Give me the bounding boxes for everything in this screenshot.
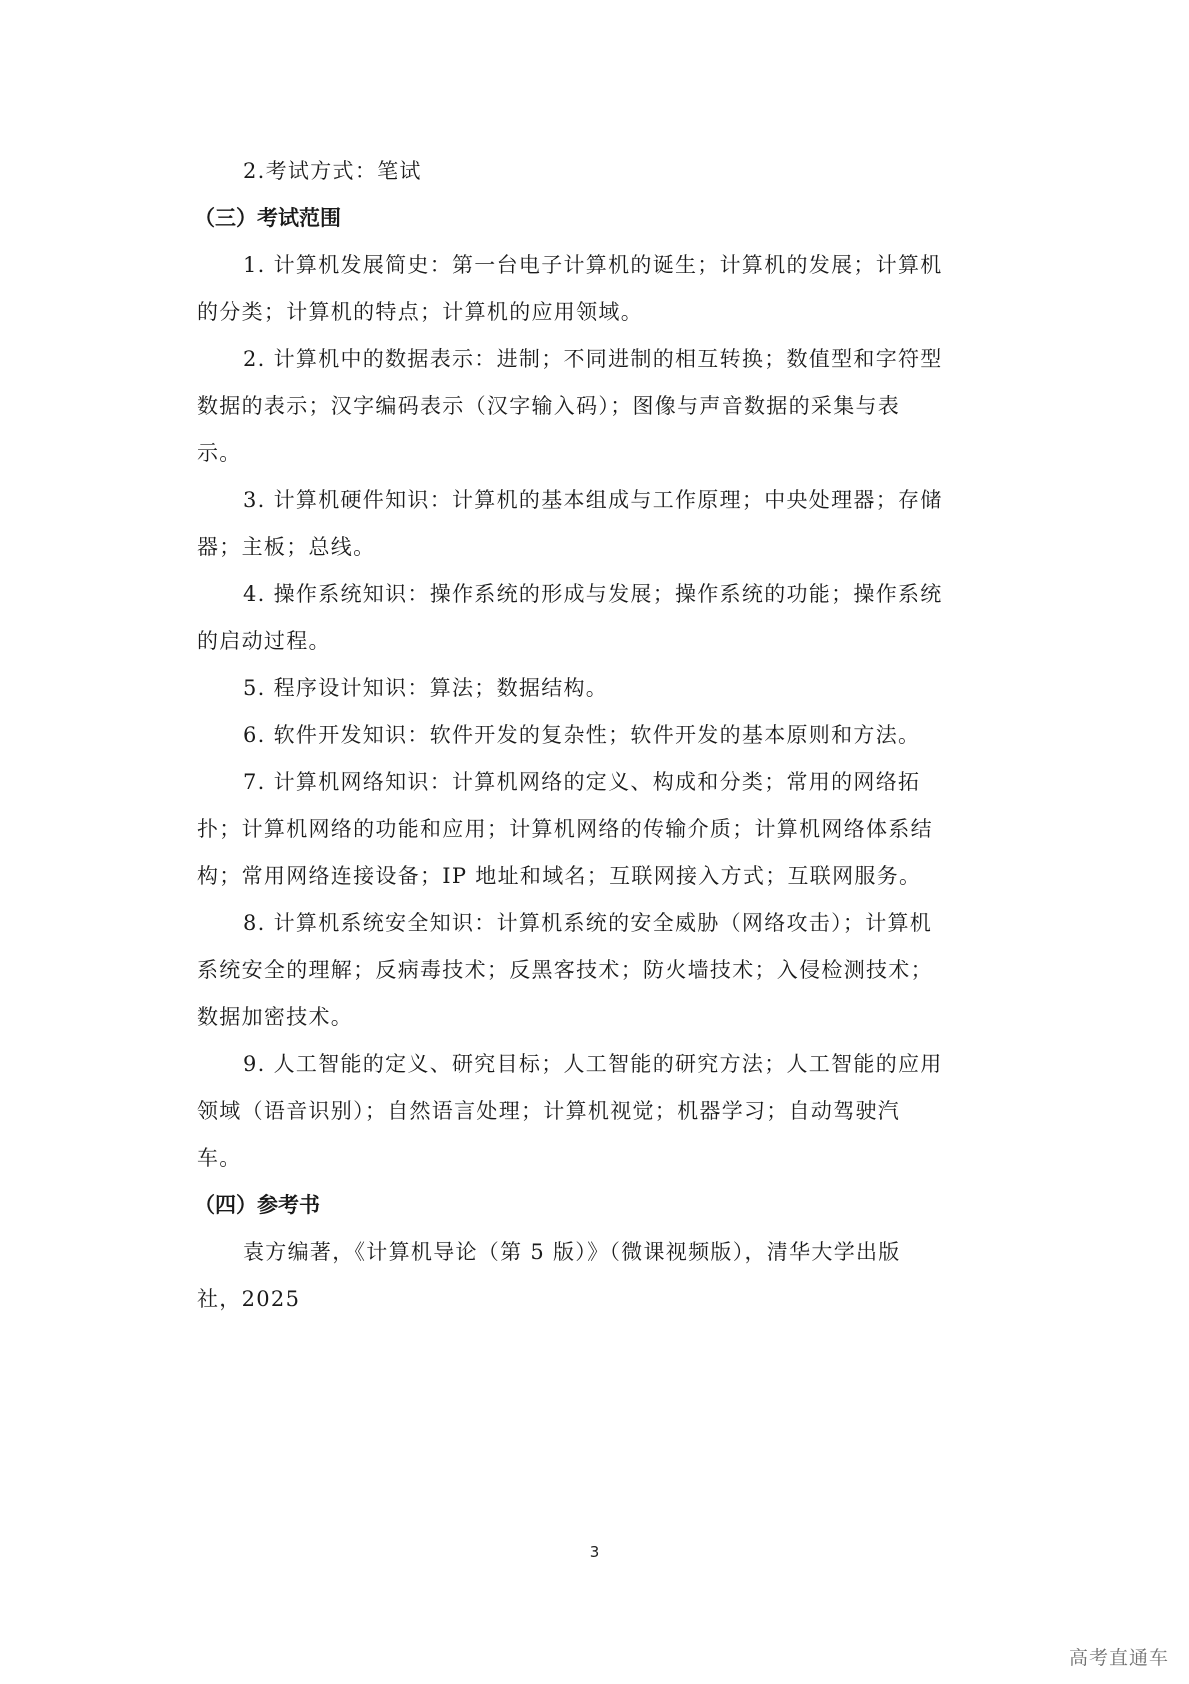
section-heading-references: （四）参考书 xyxy=(194,1193,320,1217)
item-6-line: 6. 软件开发知识：软件开发的复杂性；软件开发的基本原则和方法。 xyxy=(243,723,921,747)
reference-line-2: 社，2025 xyxy=(197,1287,301,1311)
item-3-line-2: 器；主板；总线。 xyxy=(197,535,376,559)
item-8-line-3: 数据加密技术。 xyxy=(197,1005,354,1029)
watermark-text: 高考直通车 xyxy=(1068,1647,1169,1669)
item-9-line-3: 车。 xyxy=(197,1146,242,1170)
item-7-line-1: 7. 计算机网络知识：计算机网络的定义、构成和分类；常用的网络拓 xyxy=(243,770,921,794)
item-2-line-3: 示。 xyxy=(197,441,242,465)
item-1-line-1: 1. 计算机发展简史：第一台电子计算机的诞生；计算机的发展；计算机 xyxy=(243,253,943,277)
item-8-line-2: 系统安全的理解；反病毒技术；反黑客技术；防火墙技术；入侵检测技术； xyxy=(197,958,933,982)
item-3-line-1: 3. 计算机硬件知识：计算机的基本组成与工作原理；中央处理器；存储 xyxy=(243,488,943,512)
item-5-line: 5. 程序设计知识：算法；数据结构。 xyxy=(243,676,609,700)
exam-method-line: 2.考试方式：笔试 xyxy=(243,159,422,183)
item-4-line-2: 的启动过程。 xyxy=(197,629,331,653)
item-4-line-1: 4. 操作系统知识：操作系统的形成与发展；操作系统的功能；操作系统 xyxy=(243,582,943,606)
item-9-line-2: 领域（语音识别）；自然语言处理；计算机视觉；机器学习；自动驾驶汽 xyxy=(197,1099,901,1123)
page-number: 3 xyxy=(589,1543,600,1561)
item-7-line-2: 扑；计算机网络的功能和应用；计算机网络的传输介质；计算机网络体系结 xyxy=(197,817,933,841)
item-2-line-2: 数据的表示；汉字编码表示（汉字输入码）；图像与声音数据的采集与表 xyxy=(197,394,901,418)
item-8-line-1: 8. 计算机系统安全知识：计算机系统的安全威胁（网络攻击）；计算机 xyxy=(243,911,933,935)
item-9-line-1: 9. 人工智能的定义、研究目标；人工智能的研究方法；人工智能的应用 xyxy=(243,1052,943,1076)
item-1-line-2: 的分类；计算机的特点；计算机的应用领域。 xyxy=(197,300,643,324)
section-heading-scope: （三）考试范围 xyxy=(194,206,341,230)
item-7-line-3: 构；常用网络连接设备；IP 地址和域名；互联网接入方式；互联网服务。 xyxy=(197,864,922,888)
document-body xyxy=(194,148,1005,1323)
item-2-line-1: 2. 计算机中的数据表示：进制；不同进制的相互转换；数值型和字符型 xyxy=(243,347,943,371)
reference-line-1: 袁方编著，《计算机导论（第 5 版）》（微课视频版），清华大学出版 xyxy=(243,1240,901,1264)
